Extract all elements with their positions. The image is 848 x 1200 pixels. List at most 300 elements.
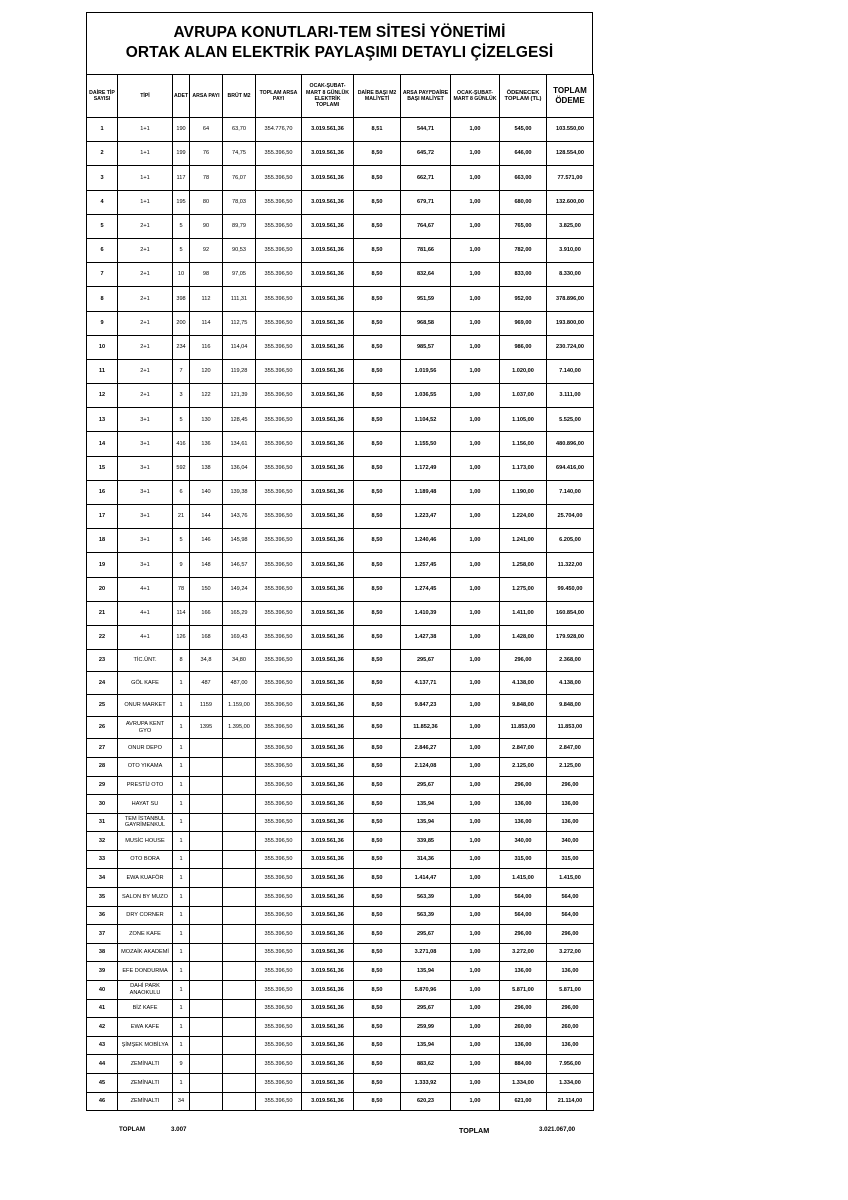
table-cell: 3.272,00 [500,943,547,962]
table-row [87,577,594,601]
table-cell: 34,80 [223,650,256,672]
table-cell: 1.428,00 [500,625,547,649]
table-cell: 1 [173,1018,190,1037]
table-cell [223,795,256,814]
table-cell: 8,50 [354,1055,401,1074]
table-cell: 43 [87,1036,118,1055]
table-cell: 9.848,00 [547,694,594,716]
table-cell: 884,00 [500,1055,547,1074]
table-cell: 355.396,50 [256,166,302,190]
table-cell: 139,38 [223,480,256,504]
table-cell: 1 [173,717,190,739]
table-cell: 1.172,49 [401,456,451,480]
table-row [87,757,594,776]
table-cell: 1 [173,906,190,925]
table-cell: 355.396,50 [256,888,302,907]
table-cell: 296,00 [547,999,594,1018]
table-row [87,408,594,432]
table-cell: AVRUPA KENT GYO [118,717,173,739]
table-cell: 3.271,08 [401,943,451,962]
table-cell: 1 [173,981,190,1000]
table-cell [223,757,256,776]
table-row [87,1074,594,1093]
table-cell: 3.019.561,36 [302,1074,354,1093]
table-cell: 3.910,00 [547,238,594,262]
table-cell: 663,00 [500,166,547,190]
table-cell: 9.847,23 [401,694,451,716]
table-cell: 3.019.561,36 [302,717,354,739]
table-cell: EWA KUAFÖR [118,869,173,888]
table-cell: 355.396,50 [256,999,302,1018]
table-cell: 21 [87,601,118,625]
table-cell: 8,50 [354,832,401,851]
table-cell: 296,00 [500,650,547,672]
table-cell: 8,50 [354,672,401,694]
table-cell: 8,50 [354,925,401,944]
table-row [87,480,594,504]
table-cell: 968,58 [401,311,451,335]
table-cell: 1,00 [451,263,500,287]
table-cell: 1+1 [118,190,173,214]
table-cell: 78,03 [223,190,256,214]
table-cell [190,925,223,944]
table-cell: 3 [173,384,190,408]
table-cell [223,888,256,907]
table-cell: 136,00 [500,795,547,814]
table-cell: 8,50 [354,142,401,166]
table-cell: 296,00 [500,999,547,1018]
table-cell: 355.396,50 [256,287,302,311]
table-cell: 6 [173,480,190,504]
table-cell: 1.019,56 [401,359,451,383]
table-cell: 1 [173,739,190,758]
title-line-1: AVRUPA KONUTLARI-TEM SİTESİ YÖNETİMİ [173,24,506,41]
table-cell: 1.036,55 [401,384,451,408]
table-cell: 544,71 [401,118,451,142]
table-cell: 8,50 [354,432,401,456]
table-cell: MUSİC HOUSE [118,832,173,851]
table-cell: GÖL KAFE [118,672,173,694]
table-row [87,529,594,553]
table-cell: 1,00 [451,311,500,335]
table-cell: 564,00 [500,888,547,907]
table-row [87,1055,594,1074]
table-cell: 3.019.561,36 [302,943,354,962]
table-cell: 136,00 [547,962,594,981]
table-cell: 8,50 [354,238,401,262]
table-cell: 76,07 [223,166,256,190]
table-cell: 1 [173,757,190,776]
table-cell: 315,00 [500,850,547,869]
table-cell: 7.140,00 [547,480,594,504]
table-cell [223,739,256,758]
table-cell: 1 [173,869,190,888]
table-cell: TİC.ÜNT. [118,650,173,672]
table-cell: 135,94 [401,1036,451,1055]
table-cell: 296,00 [500,776,547,795]
table-cell: 3.019.561,36 [302,287,354,311]
table-cell: 3.019.561,36 [302,672,354,694]
table-cell: 37 [87,925,118,944]
table-cell: 114 [173,601,190,625]
table-cell: 355.396,50 [256,311,302,335]
table-cell: 1.274,45 [401,577,451,601]
table-cell: 1,00 [451,505,500,529]
table-row [87,238,594,262]
table-cell: 3.019.561,36 [302,1036,354,1055]
table-cell: 3.019.561,36 [302,694,354,716]
table-cell: 13 [87,408,118,432]
table-cell: 765,00 [500,214,547,238]
table-cell: 23 [87,650,118,672]
table-cell: 3.019.561,36 [302,1055,354,1074]
table-cell: 1,00 [451,981,500,1000]
table-cell: BİZ KAFE [118,999,173,1018]
table-cell: 64 [190,118,223,142]
table-cell: 15 [87,456,118,480]
table-cell: 90,53 [223,238,256,262]
table-cell: 128,45 [223,408,256,432]
table-cell [190,943,223,962]
table-cell: 680,00 [500,190,547,214]
table-cell: 296,00 [500,925,547,944]
table-cell: 355.396,50 [256,529,302,553]
table-cell: 2 [87,142,118,166]
table-cell: 117 [173,166,190,190]
table-cell: 3+1 [118,505,173,529]
table-cell: 355.396,50 [256,832,302,851]
table-cell: 355.396,50 [256,776,302,795]
table-cell: 34 [173,1092,190,1111]
column-header: TOPLAM ÖDEME [547,75,594,118]
table-cell: 2+1 [118,238,173,262]
table-cell: 1 [173,999,190,1018]
table-cell: 1 [173,850,190,869]
table-cell [190,1036,223,1055]
table-cell: 126 [173,625,190,649]
table-row [87,456,594,480]
table-cell: 8,50 [354,1018,401,1037]
table-cell: 80 [190,190,223,214]
table-cell: 136,00 [500,962,547,981]
table-cell [223,1092,256,1111]
table-cell: 8,50 [354,1092,401,1111]
table-cell: 1 [87,118,118,142]
table-row [87,505,594,529]
table-cell: 3.019.561,36 [302,795,354,814]
table-cell: 3.019.561,36 [302,925,354,944]
table-cell [190,739,223,758]
table-cell: 1.410,39 [401,601,451,625]
table-cell: 355.396,50 [256,650,302,672]
table-cell: 8,50 [354,694,401,716]
table-cell: 9 [173,553,190,577]
table-cell [190,776,223,795]
table-cell: 355.396,50 [256,981,302,1000]
table-cell: 355.396,50 [256,1018,302,1037]
table-cell: 1,00 [451,694,500,716]
table-cell: 132.600,00 [547,190,594,214]
sheet [86,12,593,1111]
table-cell: 8,50 [354,999,401,1018]
table-cell: 1.104,52 [401,408,451,432]
table-cell: 8,50 [354,757,401,776]
table-cell: 199 [173,142,190,166]
table-cell: 355.396,50 [256,1055,302,1074]
table-cell: 19 [87,553,118,577]
table-row [87,118,594,142]
table-cell: 295,67 [401,650,451,672]
table-cell: 1 [173,813,190,832]
table-cell: 3.019.561,36 [302,408,354,432]
table-cell: 3.019.561,36 [302,650,354,672]
table-cell: 662,71 [401,166,451,190]
table-cell: 12 [87,384,118,408]
table-cell [190,1092,223,1111]
table-cell: 17 [87,505,118,529]
table-cell: 230.724,00 [547,335,594,359]
table-cell [223,925,256,944]
table-cell [223,962,256,981]
table-cell: 3.019.561,36 [302,480,354,504]
table-cell: 3.019.561,36 [302,553,354,577]
table-cell: 355.396,50 [256,850,302,869]
table-cell: 1.189,48 [401,480,451,504]
table-cell: 45 [87,1074,118,1093]
table-cell: 21 [173,505,190,529]
table-cell: 355.396,50 [256,795,302,814]
table-cell: 6 [87,238,118,262]
table-cell: 5 [173,214,190,238]
table-cell: 1,00 [451,1074,500,1093]
table-cell: 969,00 [500,311,547,335]
table-row [87,214,594,238]
table-cell: 340,00 [500,832,547,851]
table-cell: ONUR DEPO [118,739,173,758]
table-cell: 2.368,00 [547,650,594,672]
table-cell: PRESTİJ OTO [118,776,173,795]
table-cell: 3.019.561,36 [302,1018,354,1037]
table-cell [190,981,223,1000]
table-cell: 1.159,00 [223,694,256,716]
table-cell: 8,50 [354,529,401,553]
table-cell: 1,00 [451,214,500,238]
table-cell: 1,00 [451,359,500,383]
table-cell: 355.396,50 [256,739,302,758]
table-cell: 296,00 [547,776,594,795]
table-cell: 355.396,50 [256,869,302,888]
table-cell [190,757,223,776]
footer-label-left: TOPLAM [119,1126,146,1133]
table-cell: 1,00 [451,601,500,625]
table-cell [190,999,223,1018]
table-cell: 7 [173,359,190,383]
table-cell: 1.427,38 [401,625,451,649]
table-cell: 3.019.561,36 [302,757,354,776]
table-cell: 136,00 [500,1036,547,1055]
table-cell: 355.396,50 [256,456,302,480]
table-cell: 3.019.561,36 [302,118,354,142]
table-cell: 3.019.561,36 [302,335,354,359]
table-row [87,1018,594,1037]
table-cell: 8,50 [354,480,401,504]
table-cell: 3+1 [118,553,173,577]
table-cell: 3.019.561,36 [302,832,354,851]
table-cell: 260,00 [547,1018,594,1037]
table-cell: 8.330,00 [547,263,594,287]
table-row [87,850,594,869]
table-cell: 883,62 [401,1055,451,1074]
table-cell: 1 [173,832,190,851]
table-cell: 3.019.561,36 [302,529,354,553]
table-cell: 9 [173,1055,190,1074]
table-cell: 355.396,50 [256,408,302,432]
table-cell: 1 [173,795,190,814]
table-cell: 136,00 [547,813,594,832]
table-cell: 480.896,00 [547,432,594,456]
table-cell: 1,00 [451,962,500,981]
table-cell: 1.415,00 [500,869,547,888]
table-cell: 9.848,00 [500,694,547,716]
table-cell: 20 [87,577,118,601]
table-row [87,869,594,888]
table-cell: 44 [87,1055,118,1074]
table-cell: 8,50 [354,335,401,359]
table-cell: 1+1 [118,142,173,166]
table-cell: 8,50 [354,505,401,529]
table-cell: 3.019.561,36 [302,739,354,758]
table-cell: 355.396,50 [256,480,302,504]
table-cell: 27 [87,739,118,758]
table-cell [223,1036,256,1055]
table-cell [223,999,256,1018]
table-cell: 782,00 [500,238,547,262]
column-header: ARSA PAYI [190,75,223,118]
table-cell: 200 [173,311,190,335]
table-cell: 1,00 [451,757,500,776]
table-cell: 4.138,00 [547,672,594,694]
table-cell: 5 [87,214,118,238]
table-cell: 112,75 [223,311,256,335]
table-cell: 355.396,50 [256,962,302,981]
table-cell: 136,00 [500,813,547,832]
table-cell: 3+1 [118,432,173,456]
table-row [87,999,594,1018]
table-cell: 564,00 [500,906,547,925]
table-cell: 165,29 [223,601,256,625]
table-cell: 33 [87,850,118,869]
table-cell: 4+1 [118,601,173,625]
table-cell: 134,61 [223,432,256,456]
table-cell: 355.396,50 [256,1092,302,1111]
table-cell [190,832,223,851]
table-cell: OTO BORA [118,850,173,869]
table-cell: 620,23 [401,1092,451,1111]
table-cell: 355.396,50 [256,335,302,359]
table-cell: 10 [173,263,190,287]
table-cell: 1,00 [451,553,500,577]
table-cell [190,869,223,888]
table-cell: 1.333,92 [401,1074,451,1093]
table-cell: 1,00 [451,577,500,601]
table-cell: EFE DONDURMA [118,962,173,981]
table-cell: 679,71 [401,190,451,214]
table-cell: 8,50 [354,577,401,601]
table-cell [190,1055,223,1074]
table-cell: 764,67 [401,214,451,238]
table-cell: 355.396,50 [256,925,302,944]
table-cell: 1.334,00 [547,1074,594,1093]
table-row [87,335,594,359]
table-cell: 160.854,00 [547,601,594,625]
table-cell: 179.928,00 [547,625,594,649]
table-cell: 355.396,50 [256,672,302,694]
column-header: OCAK-ŞUBAT-MART 8 GÜNLÜK ELEKTRİK TOPLAMI [302,75,354,118]
table-cell: 7.956,00 [547,1055,594,1074]
table-cell: 1.257,45 [401,553,451,577]
table-cell: 8,50 [354,962,401,981]
table-cell: 1,00 [451,776,500,795]
table-cell: 8,50 [354,650,401,672]
table-cell [190,813,223,832]
table-cell: 832,64 [401,263,451,287]
table-cell: 985,57 [401,335,451,359]
table-cell: 2+1 [118,287,173,311]
table-row [87,776,594,795]
table-cell: 46 [87,1092,118,1111]
table-cell: 1.411,00 [500,601,547,625]
table-cell: 8,51 [354,118,401,142]
table-cell: 1 [173,776,190,795]
table-row [87,190,594,214]
table-row [87,739,594,758]
table-cell: 8,50 [354,717,401,739]
table-cell: 77.571,00 [547,166,594,190]
table-cell: 7 [87,263,118,287]
table-cell: 355.396,50 [256,813,302,832]
table-cell: 2.846,27 [401,739,451,758]
table-cell: 355.396,50 [256,214,302,238]
table-cell: DRY CORNER [118,906,173,925]
table-cell: 136,00 [547,1036,594,1055]
table-cell: 3.019.561,36 [302,888,354,907]
table-cell: 38 [87,943,118,962]
column-header: BRÜT M2 [223,75,256,118]
table-cell: 3.019.561,36 [302,999,354,1018]
table-cell: 355.396,50 [256,625,302,649]
table-cell: 8,50 [354,1036,401,1055]
table-cell: 314,36 [401,850,451,869]
table-cell [190,795,223,814]
table-cell: 6.205,00 [547,529,594,553]
table-row [87,263,594,287]
table-cell: 76 [190,142,223,166]
table-cell: 78 [190,166,223,190]
table-cell: 8 [173,650,190,672]
table-row [87,553,594,577]
table-cell: 487 [190,672,223,694]
table-row [87,1036,594,1055]
table-cell: 1,00 [451,739,500,758]
table-cell: 340,00 [547,832,594,851]
table-cell: 260,00 [500,1018,547,1037]
table-cell: 1,00 [451,906,500,925]
table-cell: 8,50 [354,776,401,795]
table-row [87,166,594,190]
table-body [87,118,594,1111]
table-cell: 2+1 [118,359,173,383]
table-cell: 563,39 [401,888,451,907]
